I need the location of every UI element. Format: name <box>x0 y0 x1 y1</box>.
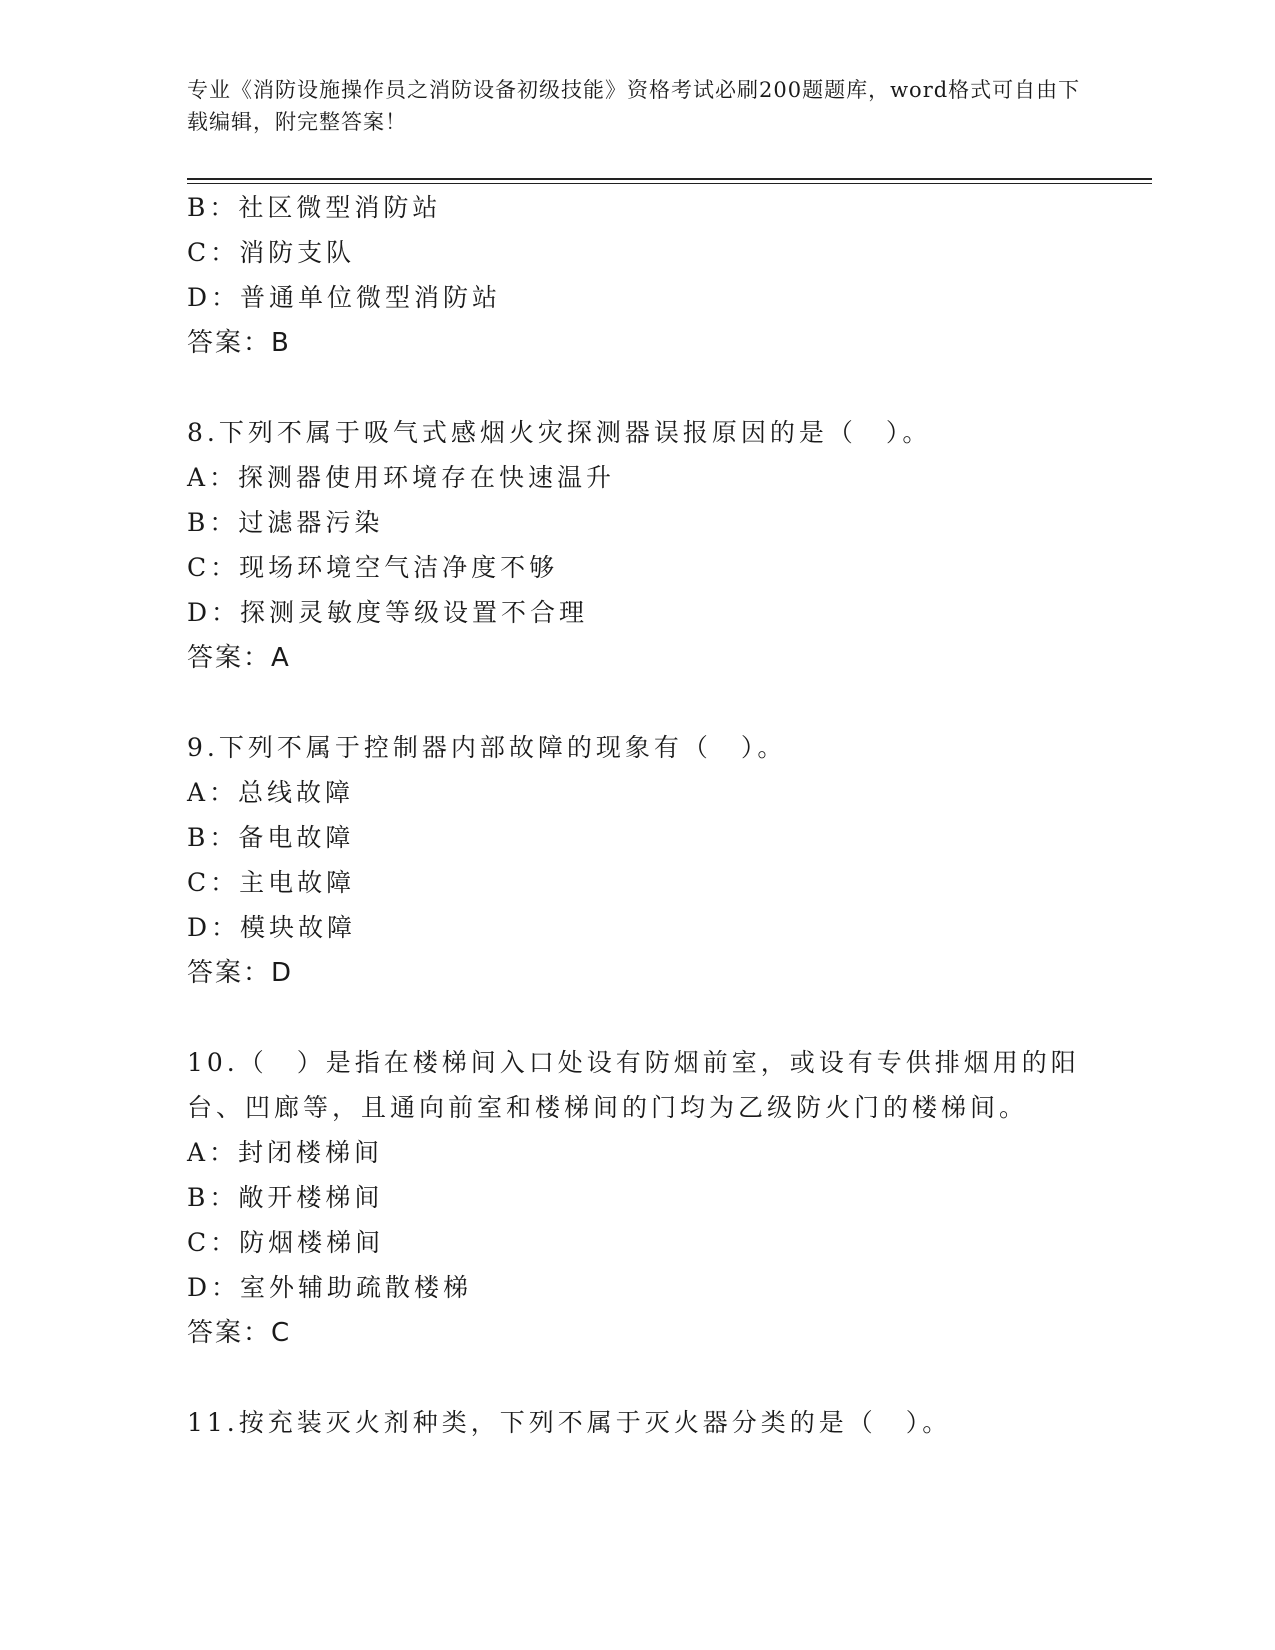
q8-option-b: B：过滤器污染 <box>187 508 384 537</box>
q10-question-line-1: 10.（ ）是指在楼梯间入口处设有防烟前室，或设有专供排烟用的阳 <box>187 1048 1080 1077</box>
q10-answer: 答案：C <box>187 1318 292 1348</box>
q8-answer: 答案：A <box>187 643 291 673</box>
q9-option-a: A：总线故障 <box>187 778 355 807</box>
q7-option-c: C：消防支队 <box>187 238 356 267</box>
q7-option-b: B：社区微型消防站 <box>187 193 442 222</box>
q8-option-c: C：现场环境空气洁净度不够 <box>187 553 559 582</box>
header-divider-thin <box>187 183 1152 184</box>
header-divider-thick <box>187 178 1152 180</box>
q8-option-a: A：探测器使用环境存在快速温升 <box>187 463 616 492</box>
q9-question: 9.下列不属于控制器内部故障的现象有（ ）。 <box>187 733 787 762</box>
q9-option-c: C：主电故障 <box>187 868 356 897</box>
q11-question: 11.按充装灭火剂种类，下列不属于灭火器分类的是（ ）。 <box>187 1408 952 1437</box>
q10-option-a: A：封闭楼梯间 <box>187 1138 384 1167</box>
q9-option-b: B：备电故障 <box>187 823 355 852</box>
document-header: 专业《消防设施操作员之消防设备初级技能》资格考试必刷200题题库，word格式可自由下载编辑，附完整答案！ <box>187 78 1081 134</box>
q10-option-c: C：防烟楼梯间 <box>187 1228 385 1257</box>
q9-option-d: D：模块故障 <box>187 913 357 942</box>
q10-option-d: D：室外辅助疏散楼梯 <box>187 1273 473 1302</box>
q7-option-d: D：普通单位微型消防站 <box>187 283 502 312</box>
q10-option-b: B：敞开楼梯间 <box>187 1183 384 1212</box>
q9-answer: 答案：D <box>187 958 294 988</box>
q7-answer: 答案：B <box>187 328 291 358</box>
q10-question-line-2: 台、凹廊等，且通向前室和楼梯间的门均为乙级防火门的楼梯间。 <box>187 1093 1029 1122</box>
q8-question: 8.下列不属于吸气式感烟火灾探测器误报原因的是（ ）。 <box>187 418 932 447</box>
q8-option-d: D：探测灵敏度等级设置不合理 <box>187 598 589 627</box>
